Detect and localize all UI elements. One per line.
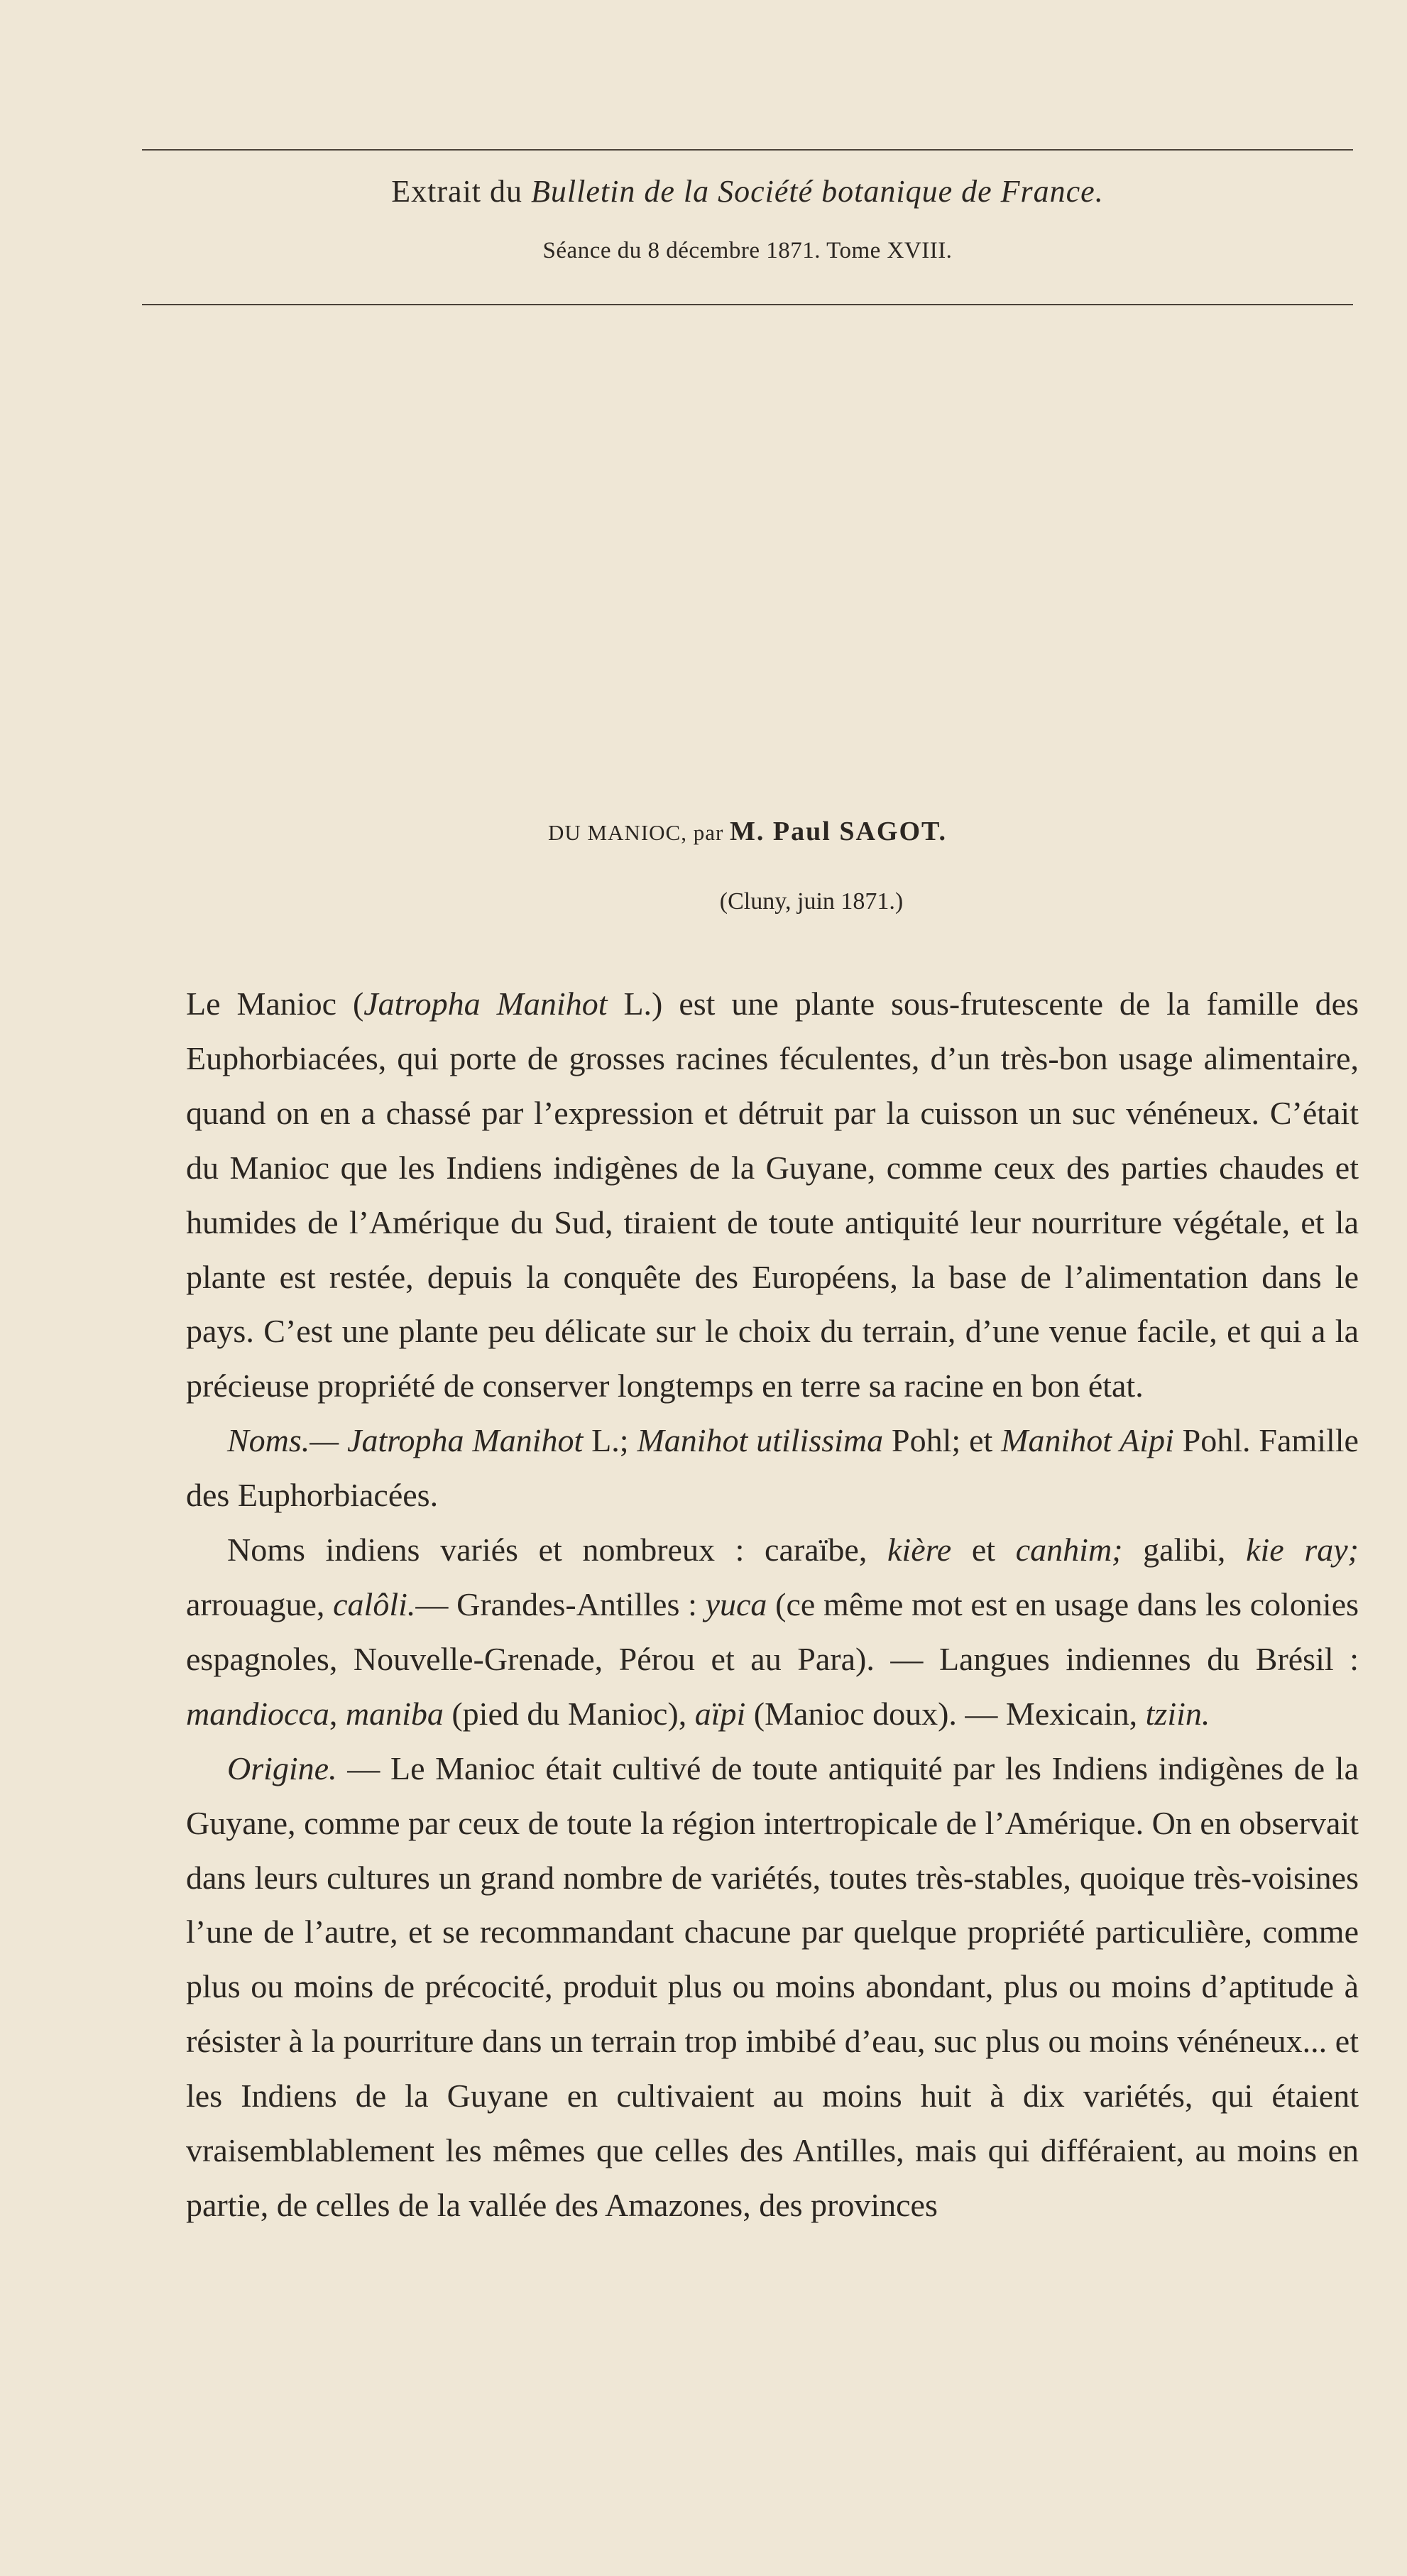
- text-run: (ce même mot est en usage dans les colonies espagnoles, Nouvelle-Grenade, Pérou et au Para). — Langues indiennes du Brésil :: [186, 1586, 1359, 1677]
- italic-run: yuca: [705, 1586, 767, 1622]
- article-title-prefix: DU MANIOC, par: [547, 820, 730, 845]
- text-run: (Manioc doux). — Mexicain,: [745, 1695, 1146, 1732]
- article-body: [186, 977, 1359, 2233]
- italic-run: calôli.: [333, 1586, 416, 1622]
- paragraph-noms-indiens: [186, 1523, 1359, 1742]
- italic-run: kie ray;: [1246, 1532, 1359, 1568]
- italic-run: Noms.— Jatropha Manihot: [227, 1422, 584, 1459]
- text-run: — Grandes-Antilles :: [415, 1586, 706, 1622]
- article-author: M. Paul SAGOT.: [730, 817, 948, 846]
- text-run: et: [951, 1532, 1016, 1568]
- text-run: arrouague,: [186, 1586, 334, 1622]
- paragraph-noms: [186, 1414, 1359, 1523]
- italic-run: canhim;: [1015, 1532, 1123, 1568]
- extract-prefix: Extrait du: [391, 174, 532, 209]
- italic-run: maniba: [345, 1695, 444, 1732]
- text-run: ,: [329, 1695, 346, 1732]
- text-run: (pied du Manioc),: [443, 1695, 695, 1732]
- text-run: galibi,: [1122, 1532, 1247, 1568]
- session-line: Séance du 8 décembre 1871. Tome XVIII.: [542, 238, 953, 263]
- text-run: L.) est une plante sous-frutescente de la famille des Euphorbiacées, qui porte de grosses racines féculentes, d’un très-bon usage alimentaire, quand on en a chassé par l’expression et détruit par la cuisson un suc vénéneux. C’était du Manioc que les Indiens indigènes de la Guyane, comme ceux des parties chaudes et humides de l’Amérique du Sud, tiraient de toute antiquité leur nourriture végétale, et la plante est restée, depuis la conquête des Européens, la base de l’alimentation dans le pays. C’est une plante peu délicate sur le choix du terrain, d’une venue facile, et qui a la précieuse propriété de conserver longtemps en terre sa racine en bon état.: [186, 986, 1359, 1404]
- italic-run: kière: [887, 1532, 952, 1568]
- text-run: Le Manioc (: [186, 986, 364, 1022]
- extract-notice: [142, 170, 1353, 213]
- text-run: Pohl. Famille des Euphorbiacées.: [186, 1422, 1359, 1514]
- italic-run: Manihot Aipi: [1001, 1422, 1174, 1459]
- text-run: — Le Manioc était cultivé de toute antiquité par les Indiens indigènes de la Guyane, comme par ceux de toute la région intertropicale de l’Amérique. On en observait dans leurs cultures un grand nombre de variétés, toutes très-stables, quoique très-voisines l’une de l’autre, et se recommandant chacune par quelque propriété particulière, comme plus ou moins de précocité, produit plus ou moins abondant, plus ou moins d’aptitude à résister à la pourriture dans un terrain trop imbibé d’eau, suc plus ou moins vénéneux... et les Indiens de la Guyane en cultivaient au moins huit à dix variétés, qui étaient vraisemblablement les mêmes que celles des Antilles, mais qui différaient, au moins en partie, de celles de la vallée des Amazones, des provinces: [186, 1750, 1359, 2223]
- text-run: Pohl; et: [883, 1422, 1002, 1459]
- italic-run: Jatropha Manihot: [363, 986, 608, 1022]
- article-title: [142, 813, 1353, 851]
- italic-run: Origine.: [227, 1750, 337, 1786]
- text-run: L.;: [583, 1422, 637, 1459]
- italic-run: mandiocca: [186, 1695, 329, 1732]
- text-run: Noms indiens variés et nombreux : caraïbe,: [227, 1532, 887, 1568]
- header-top-rule: [142, 149, 1353, 151]
- paragraph-intro: [186, 977, 1359, 1414]
- italic-run: Manihot utilissima: [637, 1422, 884, 1459]
- journal-title: Bulletin de la Société botanique de France.: [531, 174, 1104, 209]
- header-bottom-rule: [142, 304, 1353, 305]
- paragraph-origine: [186, 1742, 1359, 2233]
- italic-run: aïpi: [694, 1695, 746, 1732]
- italic-run: tziin.: [1145, 1695, 1210, 1732]
- place-date: (Cluny, juin 1871.): [719, 888, 904, 915]
